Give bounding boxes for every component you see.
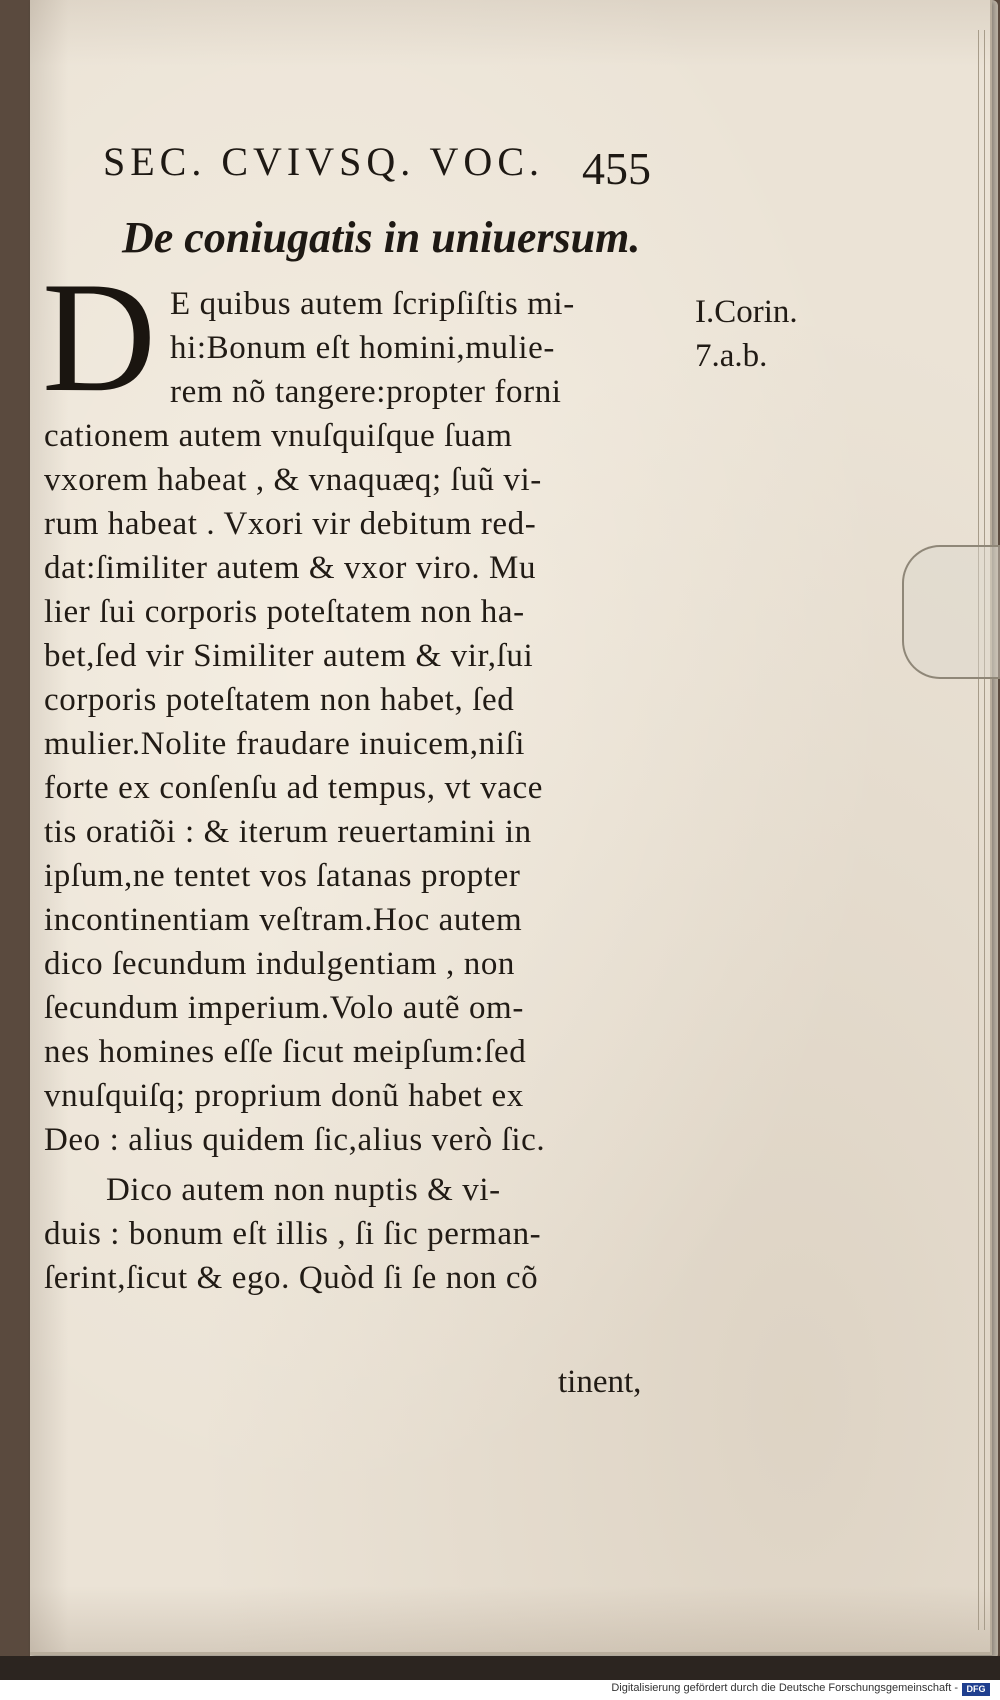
drop-cap: D xyxy=(42,250,157,425)
credit-text: Digitalisierung gefördert durch die Deutsche Forschungsgemeinschaft - xyxy=(611,1682,958,1694)
text-line: hi:Bonum eſt homini,mulie- xyxy=(170,330,555,366)
text-line: forte ex conſenſu ad tempus, vt vace xyxy=(44,770,544,806)
text-line: tis oratiõi : & iterum reuertamini in xyxy=(44,814,532,850)
page-edge-line xyxy=(984,30,985,1630)
text-line: corporis poteſtatem non habet, ſed xyxy=(44,682,515,718)
running-head: SEC. CVIVSQ. VOC. xyxy=(103,139,544,184)
text-line: ſecundum imperium.Volo autẽ om- xyxy=(44,990,524,1026)
text-line: Dico autem non nuptis & vi- xyxy=(106,1172,501,1208)
page-edge-line xyxy=(978,30,979,1630)
text-line: bet,ſed vir Similiter autem & vir,ſui xyxy=(44,638,534,674)
text-line: rem nõ tangere:propter forni xyxy=(170,374,562,410)
marginal-note-line: 7.a.b. xyxy=(695,338,768,374)
scan-bottom-band xyxy=(0,1656,1000,1680)
text-line: lier ſui corporis poteſtatem non ha- xyxy=(44,594,525,630)
text-line: dat:ſimiliter autem & vxor viro. Mu xyxy=(44,550,537,586)
dfg-logo: DFG xyxy=(962,1683,990,1696)
text-line: rum habeat . Vxori vir debitum red- xyxy=(44,506,537,542)
text-line: dico ſecundum indulgentiam , non xyxy=(44,946,516,982)
text-line: ipſum,ne tentet vos ſatanas propter xyxy=(44,858,521,894)
text-line: Deo : alius quidem ſic,alius verò ſic. xyxy=(44,1122,546,1158)
catchword: tinent, xyxy=(558,1364,642,1400)
text-line: duis : bonum eſt illis , ſi ſic perman- xyxy=(44,1216,542,1252)
text-line: nes homines eſſe ſicut meipſum:ſed xyxy=(44,1034,527,1070)
text-line: vxorem habeat , & vnaquæq; ſuũ vi- xyxy=(44,462,542,498)
text-line: incontinentiam veſtram.Hoc autem xyxy=(44,902,523,938)
text-line: cationem autem vnuſquiſque ſuam xyxy=(44,418,513,454)
marginal-note xyxy=(695,290,798,378)
section-title: De coniugatis in uniuersum. xyxy=(122,213,641,262)
marginal-note-line: I.Corin. xyxy=(695,294,798,330)
digitization-credit-bar xyxy=(0,1680,1000,1700)
page-number: 455 xyxy=(582,143,651,194)
text-line: ſerint,ſicut & ego. Quòd ſi ſe non cõ xyxy=(44,1260,539,1296)
text-line: mulier.Nolite fraudare inuicem,niſi xyxy=(44,726,526,762)
text-line: vnuſquiſq; proprium donũ habet ex xyxy=(44,1078,524,1114)
text-line: E quibus autem ſcripſiſtis mi- xyxy=(170,286,575,322)
page-tab-marker xyxy=(902,545,1000,679)
